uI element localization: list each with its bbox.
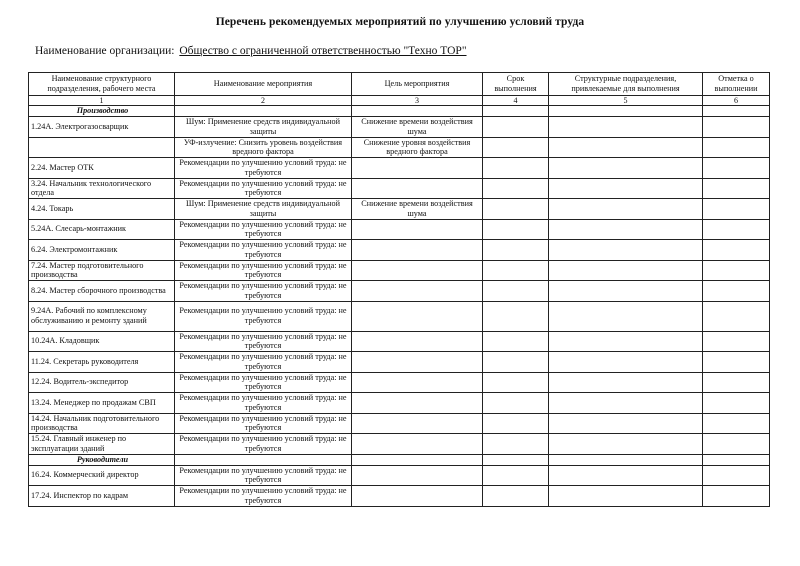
completion-mark-cell <box>703 331 770 352</box>
deadline-cell <box>483 434 549 455</box>
empty-cell <box>703 106 770 117</box>
departments-cell <box>549 393 703 414</box>
table-row <box>29 352 770 373</box>
departments-cell <box>549 137 703 158</box>
deadline-cell <box>483 178 549 199</box>
measure-cell: Рекомендации по улучшению условий труда: не требуются <box>175 331 352 352</box>
departments-cell <box>549 465 703 486</box>
empty-cell <box>352 454 483 465</box>
measure-cell: Рекомендации по улучшению условий труда: не требуются <box>175 260 352 281</box>
workplace-cell <box>29 137 175 158</box>
goal-cell <box>352 260 483 281</box>
table-row <box>29 465 770 486</box>
completion-mark-cell <box>703 434 770 455</box>
workplace-cell: 11.24. Секретарь руководителя <box>29 352 175 373</box>
column-number: 3 <box>352 96 483 106</box>
table-row <box>29 178 770 199</box>
column-number: 2 <box>175 96 352 106</box>
workplace-cell: 10.24А. Кладовщик <box>29 331 175 352</box>
workplace-cell: 12.24. Водитель-экспедитор <box>29 372 175 393</box>
departments-cell <box>549 372 703 393</box>
deadline-cell <box>483 117 549 138</box>
departments-cell <box>549 352 703 373</box>
empty-cell <box>549 106 703 117</box>
empty-cell <box>483 454 549 465</box>
goal-cell <box>352 301 483 331</box>
table-row <box>29 281 770 302</box>
goal-cell <box>352 372 483 393</box>
measure-cell: Рекомендации по улучшению условий труда: не требуются <box>175 178 352 199</box>
deadline-cell <box>483 137 549 158</box>
deadline-cell <box>483 465 549 486</box>
goal-cell <box>352 219 483 240</box>
measure-cell: Рекомендации по улучшению условий труда: не требуются <box>175 413 352 434</box>
completion-mark-cell <box>703 260 770 281</box>
workplace-cell: 14.24. Начальник подготовительного производства <box>29 413 175 434</box>
measure-cell: Рекомендации по улучшению условий труда: не требуются <box>175 240 352 261</box>
completion-mark-cell <box>703 486 770 507</box>
column-header: Отметка о выполнении <box>703 73 770 96</box>
table-header-row <box>29 73 770 96</box>
empty-cell <box>352 106 483 117</box>
completion-mark-cell <box>703 137 770 158</box>
departments-cell <box>549 281 703 302</box>
goal-cell: Снижение времени воздействия шума <box>352 117 483 138</box>
goal-cell <box>352 434 483 455</box>
deadline-cell <box>483 486 549 507</box>
measures-table-wrapper <box>28 72 769 507</box>
table-row <box>29 372 770 393</box>
goal-cell <box>352 413 483 434</box>
completion-mark-cell <box>703 393 770 414</box>
workplace-cell: 16.24. Коммерческий директор <box>29 465 175 486</box>
deadline-cell <box>483 199 549 220</box>
workplace-cell: 17.24. Инспектор по кадрам <box>29 486 175 507</box>
goal-cell <box>352 352 483 373</box>
measure-cell: УФ-излучение: Снизить уровень воздействия вредного фактора <box>175 137 352 158</box>
completion-mark-cell <box>703 240 770 261</box>
organization-value: Общество с ограниченной ответственностью "Техно ТОР" <box>179 45 467 57</box>
deadline-cell <box>483 260 549 281</box>
column-header: Срок выполнения <box>483 73 549 96</box>
measure-cell: Рекомендации по улучшению условий труда: не требуются <box>175 393 352 414</box>
completion-mark-cell <box>703 413 770 434</box>
deadline-cell <box>483 413 549 434</box>
section-row <box>29 106 770 117</box>
measure-cell: Рекомендации по улучшению условий труда: не требуются <box>175 465 352 486</box>
table-body <box>29 106 770 507</box>
departments-cell <box>549 413 703 434</box>
workplace-cell: 1.24А. Электрогазосварщик <box>29 117 175 138</box>
deadline-cell <box>483 158 549 179</box>
measure-cell: Рекомендации по улучшению условий труда: не требуются <box>175 158 352 179</box>
table-row <box>29 219 770 240</box>
deadline-cell <box>483 281 549 302</box>
deadline-cell <box>483 219 549 240</box>
completion-mark-cell <box>703 281 770 302</box>
empty-cell <box>483 106 549 117</box>
column-number: 6 <box>703 96 770 106</box>
table-row <box>29 158 770 179</box>
departments-cell <box>549 117 703 138</box>
empty-cell <box>703 454 770 465</box>
measure-cell: Рекомендации по улучшению условий труда: не требуются <box>175 372 352 393</box>
goal-cell <box>352 465 483 486</box>
measure-cell: Рекомендации по улучшению условий труда: не требуются <box>175 301 352 331</box>
empty-cell <box>175 454 352 465</box>
measure-cell: Шум: Применение средств индивидуальной защиты <box>175 117 352 138</box>
workplace-cell: 7.24. Мастер подготовительного производства <box>29 260 175 281</box>
table-row <box>29 240 770 261</box>
table-row <box>29 434 770 455</box>
deadline-cell <box>483 240 549 261</box>
workplace-cell: 4.24. Токарь <box>29 199 175 220</box>
empty-cell <box>549 454 703 465</box>
departments-cell <box>549 199 703 220</box>
measure-cell: Рекомендации по улучшению условий труда: не требуются <box>175 219 352 240</box>
measure-cell: Шум: Применение средств индивидуальной защиты <box>175 199 352 220</box>
completion-mark-cell <box>703 178 770 199</box>
measure-cell: Рекомендации по улучшению условий труда: не требуются <box>175 486 352 507</box>
table-row <box>29 199 770 220</box>
completion-mark-cell <box>703 372 770 393</box>
deadline-cell <box>483 372 549 393</box>
departments-cell <box>549 158 703 179</box>
deadline-cell <box>483 393 549 414</box>
departments-cell <box>549 219 703 240</box>
departments-cell <box>549 301 703 331</box>
goal-cell <box>352 281 483 302</box>
goal-cell <box>352 486 483 507</box>
departments-cell <box>549 240 703 261</box>
measure-cell: Рекомендации по улучшению условий труда: не требуются <box>175 434 352 455</box>
table-row <box>29 413 770 434</box>
column-header: Наименование мероприятия <box>175 73 352 96</box>
table-row <box>29 117 770 138</box>
deadline-cell <box>483 352 549 373</box>
workplace-cell: 6.24. Электромонтажник <box>29 240 175 261</box>
workplace-cell: 15.24. Главный инженер по эксплуатации зданий <box>29 434 175 455</box>
goal-cell <box>352 158 483 179</box>
workplace-cell: 3.24. Начальник технологического отдела <box>29 178 175 199</box>
completion-mark-cell <box>703 219 770 240</box>
completion-mark-cell <box>703 199 770 220</box>
table-row <box>29 331 770 352</box>
empty-cell <box>175 106 352 117</box>
completion-mark-cell <box>703 117 770 138</box>
goal-cell <box>352 393 483 414</box>
departments-cell <box>549 434 703 455</box>
column-header: Цель мероприятия <box>352 73 483 96</box>
column-number: 1 <box>29 96 175 106</box>
completion-mark-cell <box>703 158 770 179</box>
goal-cell <box>352 331 483 352</box>
completion-mark-cell <box>703 301 770 331</box>
table-row <box>29 393 770 414</box>
column-number: 4 <box>483 96 549 106</box>
workplace-cell: 13.24. Менеджер по продажам СВП <box>29 393 175 414</box>
goal-cell: Снижение времени воздействия шума <box>352 199 483 220</box>
workplace-cell: 5.24А. Слесарь-монтажник <box>29 219 175 240</box>
workplace-cell: 9.24А. Рабочий по комплексному обслуживанию и ремонту зданий <box>29 301 175 331</box>
section-title: Руководители <box>29 454 175 465</box>
departments-cell <box>549 178 703 199</box>
column-header: Структурные подразделения, привлекаемые для выполнения <box>549 73 703 96</box>
goal-cell <box>352 178 483 199</box>
table-row <box>29 137 770 158</box>
column-number: 5 <box>549 96 703 106</box>
section-row <box>29 454 770 465</box>
departments-cell <box>549 260 703 281</box>
column-header: Наименование структурного подразделения, рабочего места <box>29 73 175 96</box>
table-row <box>29 301 770 331</box>
completion-mark-cell <box>703 352 770 373</box>
departments-cell <box>549 486 703 507</box>
completion-mark-cell <box>703 465 770 486</box>
workplace-cell: 2.24. Мастер ОТК <box>29 158 175 179</box>
deadline-cell <box>483 331 549 352</box>
measure-cell: Рекомендации по улучшению условий труда: не требуются <box>175 352 352 373</box>
workplace-cell: 8.24. Мастер сборочного производства <box>29 281 175 302</box>
departments-cell <box>549 331 703 352</box>
column-number-row <box>29 96 770 106</box>
organization-line <box>35 45 467 57</box>
measure-cell: Рекомендации по улучшению условий труда: не требуются <box>175 281 352 302</box>
table-row <box>29 486 770 507</box>
organization-label: Наименование организации: <box>35 45 175 57</box>
section-title: Производство <box>29 106 175 117</box>
goal-cell <box>352 240 483 261</box>
goal-cell: Снижение уровня воздействия вредного фактора <box>352 137 483 158</box>
deadline-cell <box>483 301 549 331</box>
page-title: Перечень рекомендуемых мероприятий по улучшению условий труда <box>215 16 585 28</box>
measures-table <box>28 72 770 507</box>
table-row <box>29 260 770 281</box>
